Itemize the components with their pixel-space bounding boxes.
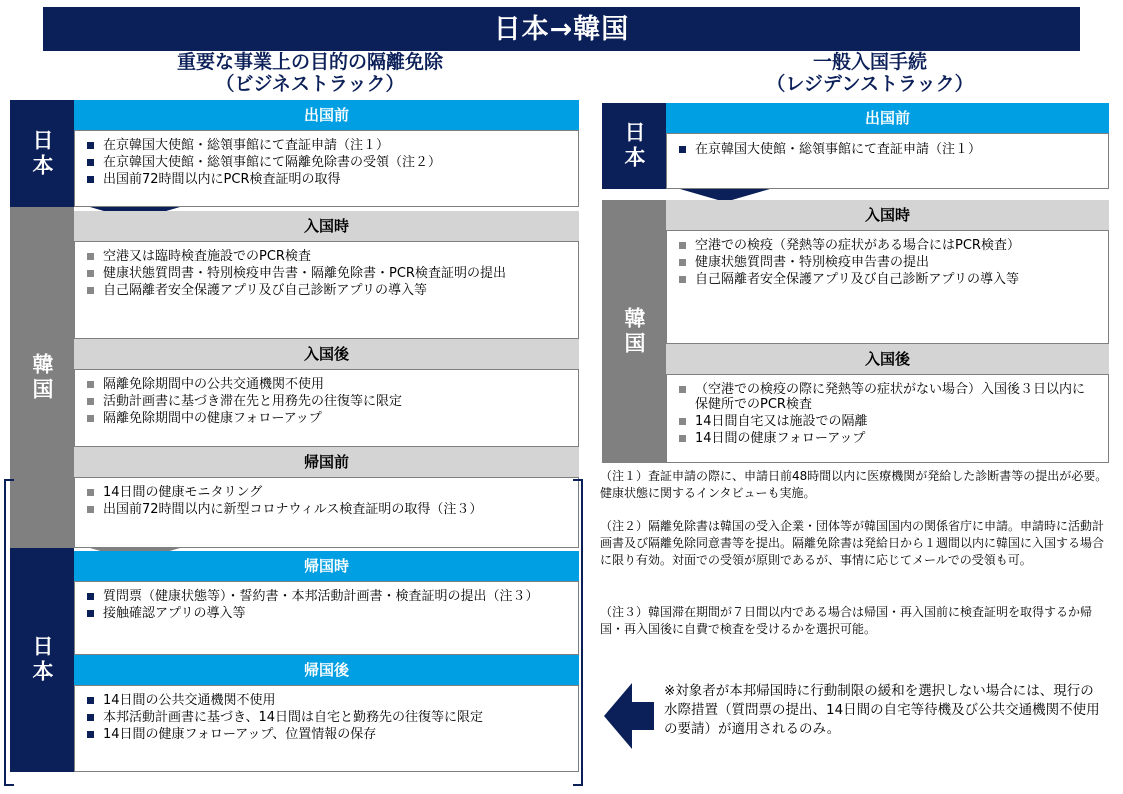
list-item: 14日間の健康モニタリング: [75, 485, 566, 500]
list-item: 健康状態質問書・特別検疫申告書・隔離免除書・PCR検査証明の提出: [75, 266, 566, 281]
list-item: 本邦活動計画書に基づき、14日間は自宅と勤務先の往復等に限定: [75, 710, 566, 725]
note-2: （注２）隔離免除書は韓国の受入企業・団体等が韓国国内の関係省庁に申請。申請時に活動計画書及び隔離免除同意書等を提出。隔離免除書は発給日から１週間以内に韓国に入国する場合に限り有効。対面での受領が原則であるが、事情に応じてメールでの受領も可。: [600, 519, 1105, 567]
list-item: （空港での検疫の際に発熱等の症状がない場合）入国後３日以内に保健所でのPCR検査: [667, 382, 1094, 412]
left-japan-return-label: 日本: [10, 548, 74, 772]
right-bracket: [573, 479, 583, 786]
list-item: 自己隔離者安全保護アプリ及び自己診断アプリの導入等: [667, 272, 1094, 287]
list-item: 在京韓国大使館・総領事館にて査証申請（注１）: [667, 142, 998, 157]
left-on-entry-box: [74, 241, 579, 339]
left-before-return-box: [74, 477, 579, 548]
right-column-title: 一般入国手続: [812, 51, 927, 73]
left-korea-label: 韓国: [10, 207, 74, 548]
list-item: 在京韓国大使館・総領事館にて査証申請（注１）: [75, 138, 578, 153]
list-item: 接触確認アプリの導入等: [75, 606, 566, 621]
list-item: 14日間の公共交通機関不使用: [75, 693, 566, 708]
list-item: 空港又は臨時検査施設でのPCR検査: [75, 249, 566, 264]
right-before-departure-header: 出国前: [666, 103, 1109, 133]
left-after-return-header: 帰国後: [74, 655, 579, 685]
right-column-subtitle: （レジデンストラック）: [766, 73, 974, 95]
left-bracket: [4, 479, 14, 786]
list-item: 出国前72時間以内にPCR検査証明の取得: [75, 172, 578, 187]
list-item: 空港での検疫（発熱等の症状がある場合にはPCR検査）: [667, 238, 1094, 253]
right-japan-label: 日本: [602, 103, 666, 189]
right-after-entry-header: 入国後: [666, 344, 1109, 374]
left-column-title: 重要な事業上の目的の隔離免除: [176, 51, 443, 73]
list-item: 健康状態質問書・特別検疫申告書の提出: [667, 255, 1094, 270]
right-on-entry-box: [666, 230, 1109, 344]
left-after-entry-box: [74, 369, 579, 447]
list-item: 隔離免除期間中の公共交通機関不使用: [75, 377, 578, 392]
left-column-subtitle: （ビジネストラック）: [215, 73, 405, 95]
page-title: 日本→韓国: [43, 7, 1080, 51]
note-3: （注３）韓国滞在期間が７日間以内である場合は帰国・再入国前に検査証明を取得するか帰国・再入国後に自費で検査を受けるかを選択可能。: [600, 605, 1093, 636]
left-on-return-box: [74, 581, 579, 655]
list-item: 14日間の健康フォローアップ、位置情報の保存: [75, 727, 566, 742]
left-before-departure-header: 出国前: [74, 100, 579, 130]
left-japan-label: 日本: [10, 100, 74, 207]
callout-text: ※対象者が本邦帰国時に行動制限の緩和を選択しない場合には、現行の水際措置（質問票の提出、14日間の自宅等待機及び公共交通機関不使用の要請）が適用されるのみ。: [664, 683, 1100, 737]
list-item: 在京韓国大使館・総領事館にて隔離免除書の受領（注２）: [75, 155, 578, 170]
list-item: 自己隔離者安全保護アプリ及び自己診断アプリの導入等: [75, 283, 566, 298]
left-before-departure-box: [74, 130, 579, 207]
left-on-return-header: 帰国時: [74, 551, 579, 581]
left-before-return-header: 帰国前: [74, 447, 579, 477]
left-after-return-box: [74, 685, 579, 772]
list-item: 出国前72時間以内に新型コロナウィルス検査証明の取得（注３）: [75, 502, 566, 517]
right-after-entry-box: [666, 374, 1109, 463]
list-item: 14日間の健康フォローアップ: [667, 431, 1094, 446]
left-after-entry-header: 入国後: [74, 339, 579, 369]
left-arrow-icon: [604, 683, 654, 749]
list-item: 14日間自宅又は施設での隔離: [667, 414, 1094, 429]
list-item: 質問票（健康状態等）・誓約書・本邦活動計画書・検査証明の提出（注３）: [75, 589, 566, 604]
note-1: （注１）査証申請の際に、申請日前48時間以内に医療機関が発給した診断書等の提出が必要。健康状態に関するインタビューも実施。: [600, 469, 1108, 500]
list-item: 隔離免除期間中の健康フォローアップ: [75, 411, 578, 426]
list-item: 活動計画書に基づき滞在先と用務先の往復等に限定: [75, 394, 578, 409]
right-on-entry-header: 入国時: [666, 200, 1109, 230]
right-korea-label: 韓国: [602, 200, 666, 463]
left-on-entry-header: 入国時: [74, 211, 579, 241]
right-before-departure-box: [666, 133, 1109, 189]
